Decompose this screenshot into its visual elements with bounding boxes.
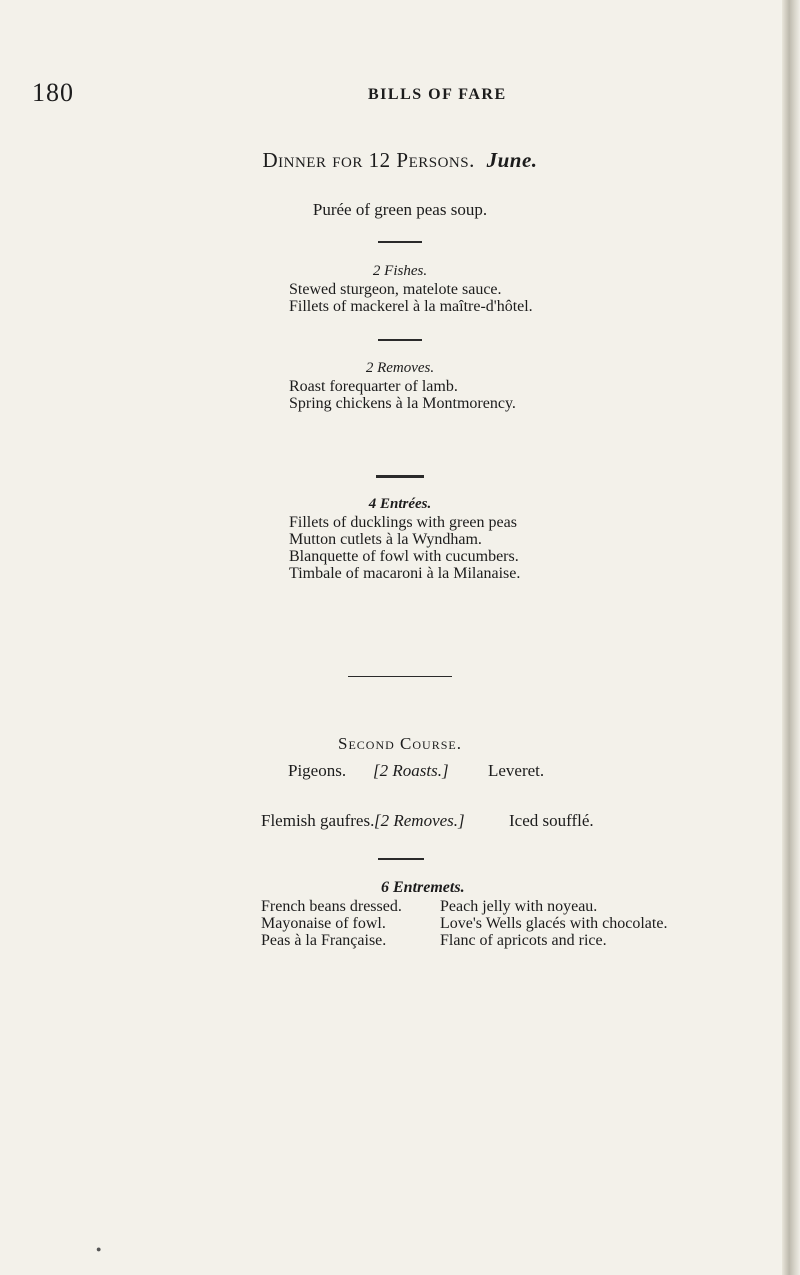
- roasts-middle: [373, 762, 449, 779]
- list-item: Love's Wells glacés with chocolate.: [440, 915, 668, 932]
- print-mark: ●: [96, 1244, 102, 1254]
- removes-heading: 2 Removes.: [365, 360, 435, 376]
- divider-rule: [378, 858, 424, 860]
- list-item: Spring chickens à la Montmorency.: [289, 395, 516, 412]
- divider-rule: [378, 339, 422, 341]
- removes2-left: Flemish gaufres.: [261, 811, 375, 830]
- page-edge-binding: [782, 0, 800, 1275]
- entremets-heading: 6 Entremets.: [381, 879, 465, 896]
- removes2-right: Iced soufflé.: [509, 811, 594, 830]
- list-item: Flanc of apricots and rice.: [440, 932, 607, 949]
- menu-month: June.: [486, 148, 538, 172]
- removes2-middle: [374, 812, 465, 829]
- entremets-left-list: [261, 898, 421, 949]
- roasts-middle-text: [2 Roasts.]: [373, 761, 449, 780]
- menu-title-text: Dinner for 12 Persons.: [262, 148, 475, 172]
- entrees-list: [289, 514, 520, 582]
- list-item: Peach jelly with noyeau.: [440, 898, 598, 915]
- list-item: Peas à la Française.: [261, 932, 387, 949]
- list-item: Stewed sturgeon, matelote sauce.: [289, 281, 502, 298]
- page-number: 180: [32, 78, 74, 107]
- removes2-middle-text: [2 Removes.]: [374, 811, 465, 830]
- list-item: Roast forequarter of lamb.: [289, 378, 458, 395]
- divider-rule: [378, 241, 422, 243]
- list-item: Timbale of macaroni à la Milanaise.: [289, 565, 521, 582]
- divider-rule: [376, 475, 424, 478]
- roasts-right: Leveret.: [488, 761, 545, 780]
- fishes-list: [289, 281, 533, 315]
- list-item: Fillets of mackerel à la maître-d'hôtel.: [289, 298, 533, 315]
- fishes-heading: 2 Fishes.: [372, 263, 428, 279]
- roasts-left: Pigeons.: [288, 761, 347, 780]
- entremets-right-list: [440, 898, 690, 949]
- list-item: French beans dressed.: [261, 898, 402, 915]
- divider-rule: [348, 676, 452, 677]
- list-item: Fillets of ducklings with green peas: [289, 514, 517, 531]
- running-head: BILLS OF FARE: [368, 86, 507, 103]
- list-item: Mutton cutlets à la Wyndham.: [289, 531, 482, 548]
- soup-course: Purée of green peas soup.: [312, 200, 488, 219]
- list-item: Blanquette of fowl with cucumbers.: [289, 548, 519, 565]
- entrees-heading: 4 Entrées.: [368, 496, 432, 512]
- menu-title: [0, 148, 800, 173]
- list-item: Mayonaise of fowl.: [261, 915, 386, 932]
- removes-list: [289, 378, 516, 412]
- second-course-heading: Second Course.: [338, 734, 462, 753]
